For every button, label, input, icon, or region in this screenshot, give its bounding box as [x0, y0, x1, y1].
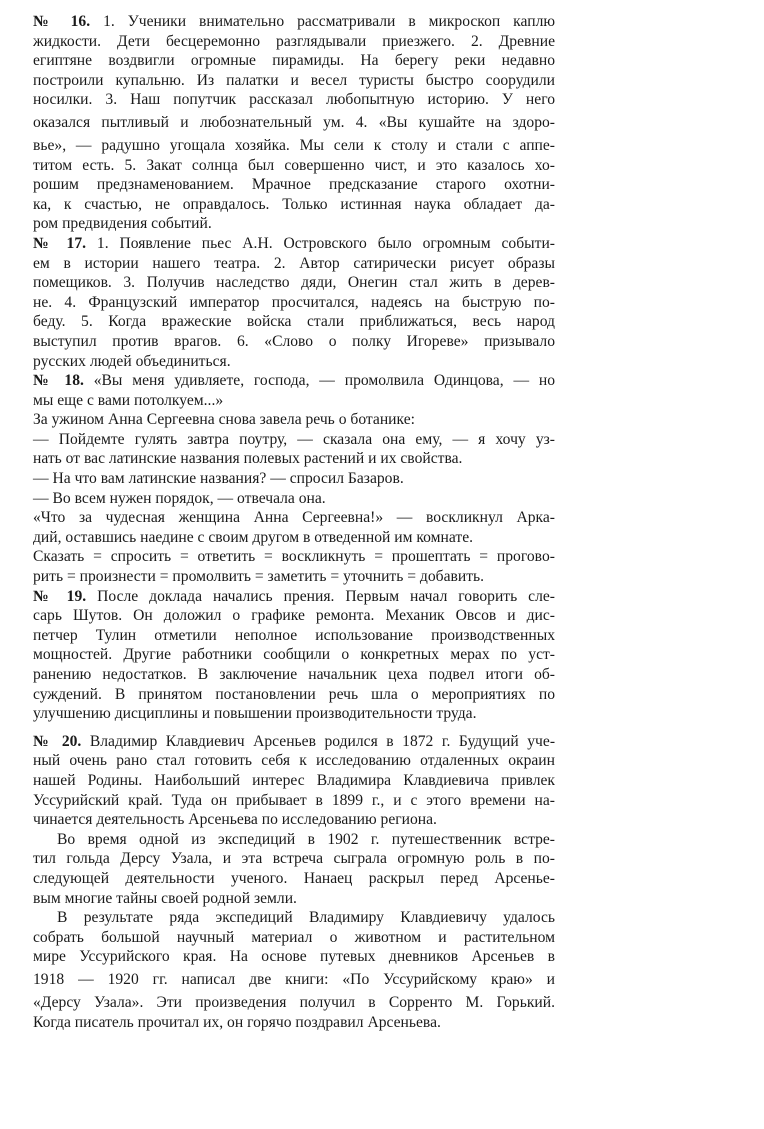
exercise-16 [33, 12, 555, 234]
text-line: русских людей объединиться. [33, 352, 231, 370]
text-line: следующей деятельности ученого. Нанаец раскрыл перед Арсенье- [33, 869, 555, 887]
text-line: «Дерсу Узала». Эти произведения получил в Сорренто М. Горький. [33, 993, 555, 1011]
text-line: собрать большой научный материал о животном и растительном [33, 928, 555, 946]
line-text: 1. Ученики внимательно рассматривали в микроскоп каплю [103, 13, 555, 30]
text-line: жидкости. Дети бесцеремонно разглядывали приезжего. 2. Древние [33, 32, 555, 50]
text-line: ный очень рано стал готовить себя к исследованию отдаленных окраин [33, 752, 555, 770]
text-line: — Во всем нужен порядок, — отвечала она. [33, 489, 326, 507]
text-line: улучшению дисциплины и повышении производительности труда. [33, 705, 477, 723]
document-page [33, 12, 555, 1032]
text-line [33, 732, 555, 752]
text-line: В результате ряда экспедиций Владимиру Клавдиевичу удалось [57, 909, 555, 927]
text-line: Во время одной из экспедиций в 1902 г. путешественник встре- [57, 830, 555, 848]
text-line: дий, оставшись наедине с своим другом в отведенной им комнате. [33, 528, 474, 546]
text-line: нать от вас латинские названия полевых растений и их свойства. [33, 450, 463, 468]
text-line: сарь Шутов. Он доложил о графике ремонта. Механик Овсов и дис- [33, 607, 555, 625]
text-line [33, 371, 555, 391]
text-line: «Что за чудесная женщина Анна Сергеевна!» — воскликнул Арка- [33, 509, 555, 527]
text-line: ранению недостатков. В заключение начальник цеха подвел итоги об- [33, 666, 555, 683]
text-line: построили купальню. Из палатки и весел туристы быстро соорудили [33, 71, 555, 89]
text-line [33, 234, 555, 254]
text-line: египтяне воздвигли огромные пирамиды. На берегу реки недавно [33, 52, 555, 70]
line-text: 1. Появление пьес А.Н. Островского было огромным событи- [96, 234, 555, 252]
exercise-19 [33, 587, 555, 724]
exercise-number: № 16. [33, 13, 91, 30]
text-line: мощностей. Другие работники сообщили о конкретных мерах по уст- [33, 646, 555, 664]
text-line: рошим предзнаменованием. Мрачное предсказание старого охотни- [33, 176, 555, 194]
text-line: — На что вам латинские названия? — спросил Базаров. [33, 470, 404, 488]
text-line: — Пойдемте гулять завтра поутру, — сказала она ему, — я хочу уз- [33, 430, 555, 448]
text-line: нашей Родины. Наибольший интерес Владимира Клавдиевича привлек [33, 771, 555, 789]
text-line: не. 4. Французский император просчитался, надеясь на быструю по- [33, 293, 555, 311]
exercise-number: № 17. [33, 234, 87, 252]
text-line: мире Уссурийского края. На основе путевых дневников Арсеньев в [33, 948, 555, 966]
text-line: выступил против врагов. 6. «Слово о полку Игореве» призывало [33, 332, 555, 350]
text-line: мы еще с вами потолкуем...» [33, 391, 224, 409]
text-line: За ужином Анна Сергеевна снова завела речь о ботанике: [33, 411, 415, 429]
text-line: ем в истории нашего театра. 2. Автор сатирически рисует образы [33, 254, 555, 272]
text-line: Сказать = спросить = ответить = воскликнуть = прошептать = проговo- [33, 548, 555, 566]
text-line: оказался пытливый и любознательный ум. 4. «Вы кушайте на здоро- [33, 113, 555, 131]
text-line: носилки. 3. Наш попутчик рассказал любопытную историю. У него [33, 91, 555, 109]
text-line: 1918 — 1920 гг. написал две книги: «По Уссурийскому краю» и [33, 970, 555, 988]
text-line: тил гольда Дерсу Узала, и эта встреча сыграла огромную роль в по- [33, 850, 555, 868]
text-line: Уссурийский край. Туда он прибывает в 1899 г., и с этого времени на- [33, 791, 555, 809]
exercise-number: № 18. [33, 372, 84, 390]
text-line: вым многие тайны своей родной земли. [33, 889, 297, 907]
exercise-number: № 19. [33, 587, 87, 605]
text-line: титом есть. 5. Закат солнца был совершенно чист, и это казалось хо- [33, 156, 555, 174]
line-text: Владимир Клавдиевич Арсеньев родился в 1872 г. Будущий уче- [89, 732, 556, 750]
exercise-17 [33, 234, 555, 371]
text-line [33, 12, 555, 32]
section-gap [33, 724, 555, 732]
text-line: суждений. В принятом постановлении речь шла о мероприятиях по [33, 685, 555, 703]
line-text: «Вы меня удивляете, господа, — промолвила Одинцова, — но [93, 372, 555, 390]
text-line: чинается деятельность Арсеньева по исследованию региона. [33, 811, 437, 829]
text-line: рить = произнести = промолвить = заметить = уточнить = добавить. [33, 568, 485, 586]
text-line: ка, к счастью, не оправдалось. Только истинная наука обладает да- [33, 195, 555, 213]
exercise-20 [33, 732, 555, 1032]
text-line: Когда писатель прочитал их, он горячо поздравил Арсеньева. [33, 1013, 441, 1031]
line-text: После доклада начались прения. Первым начал говорить сле- [97, 587, 555, 605]
text-line: петчер Тулин отметили неполное использование производственных [33, 626, 555, 644]
text-line [33, 587, 555, 607]
exercise-number: № 20. [33, 732, 82, 750]
text-line: помещиков. 3. Получив наследство дяди, Онегин стал жить в дерев- [33, 274, 555, 292]
exercise-18 [33, 371, 555, 587]
text-line: беду. 5. Когда вражеские войска стали приближаться, весь народ [33, 313, 555, 331]
text-line: ром предвидения событий. [33, 215, 212, 233]
text-line: вье», — радушно угощала хозяйка. Мы сели к столу и стали с аппе- [33, 136, 555, 154]
